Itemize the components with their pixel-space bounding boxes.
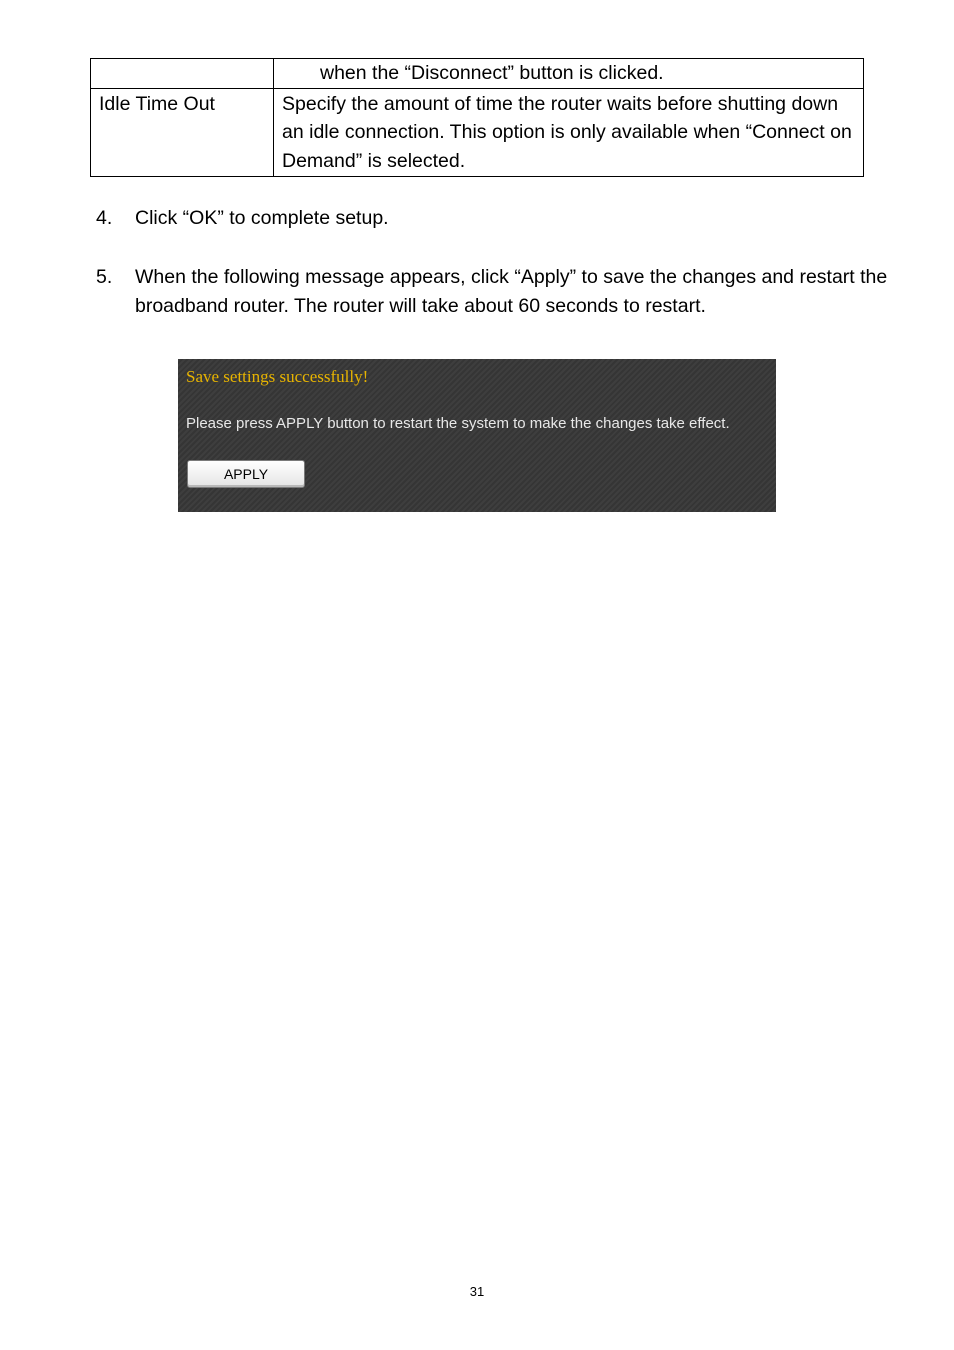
table-cell-label: Idle Time Out: [91, 88, 274, 177]
step-number: 5.: [96, 266, 113, 288]
table-row: [91, 88, 864, 177]
page-number: 31: [469, 1284, 485, 1299]
step-text: When the following message appears, click “Apply” to save the changes and restart the broadband router. The router will take about 60 seconds to restart.: [135, 266, 888, 317]
step-text: Click “OK” to complete setup.: [135, 207, 389, 229]
dialog-message: Please press APPLY button to restart the system to make the changes take effect.: [186, 415, 730, 432]
table-cell-description: Specify the amount of time the router waits before shutting down an idle connection. This option is only available when “Connect on Demand” is selected.: [274, 88, 864, 177]
step-number: 4.: [96, 207, 113, 229]
step-item: [96, 204, 916, 233]
table-cell-label: [91, 59, 274, 89]
table-cell-description: when the “Disconnect” button is clicked.: [274, 59, 864, 89]
table-row: [91, 59, 864, 89]
save-settings-dialog: [178, 359, 776, 512]
dialog-title: Save settings successfully!: [186, 367, 369, 386]
settings-table: [90, 58, 864, 177]
apply-button[interactable]: APPLY: [187, 460, 305, 488]
step-item: [96, 263, 916, 321]
